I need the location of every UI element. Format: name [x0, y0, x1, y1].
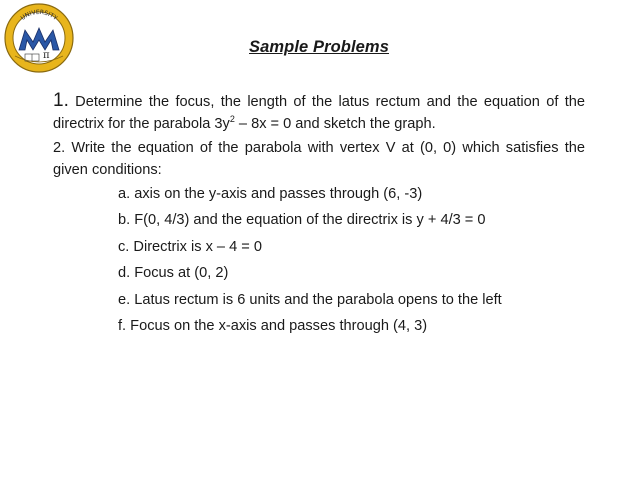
condition-item: e. Latus rectum is 6 units and the parabola opens to the left: [118, 291, 502, 308]
condition-item: b. F(0, 4/3) and the equation of the directrix is y + 4/3 = 0: [118, 212, 486, 229]
problem-1-text: Determine the focus, the length of the latus rectum and the equation of the directrix for the parabola 3y: [53, 94, 585, 132]
problem-1-exponent: 2: [229, 114, 235, 124]
condition-item: f. Focus on the x-axis and passes through (4, 3): [118, 317, 428, 334]
page-title: Sample Problems: [249, 38, 389, 56]
condition-item: d. Focus at (0, 2): [118, 265, 229, 282]
seal-text: UNIVERSITY: [19, 8, 59, 22]
condition-item: a. axis on the y-axis and passes through (6, -3): [118, 186, 423, 202]
problem-2: 2. Write the equation of the parabola with vertex V at (0, 0) which satisfies the given conditions:: [53, 140, 585, 178]
condition-item: c. Directrix is x – 4 = 0: [118, 238, 262, 255]
problem-1: [53, 90, 585, 135]
problem-1-text-end: – 8x = 0 and sketch the graph.: [234, 116, 436, 132]
svg-text:π: π: [43, 50, 50, 61]
conditions-list: [118, 181, 502, 339]
problem-1-number: 1.: [53, 90, 69, 111]
